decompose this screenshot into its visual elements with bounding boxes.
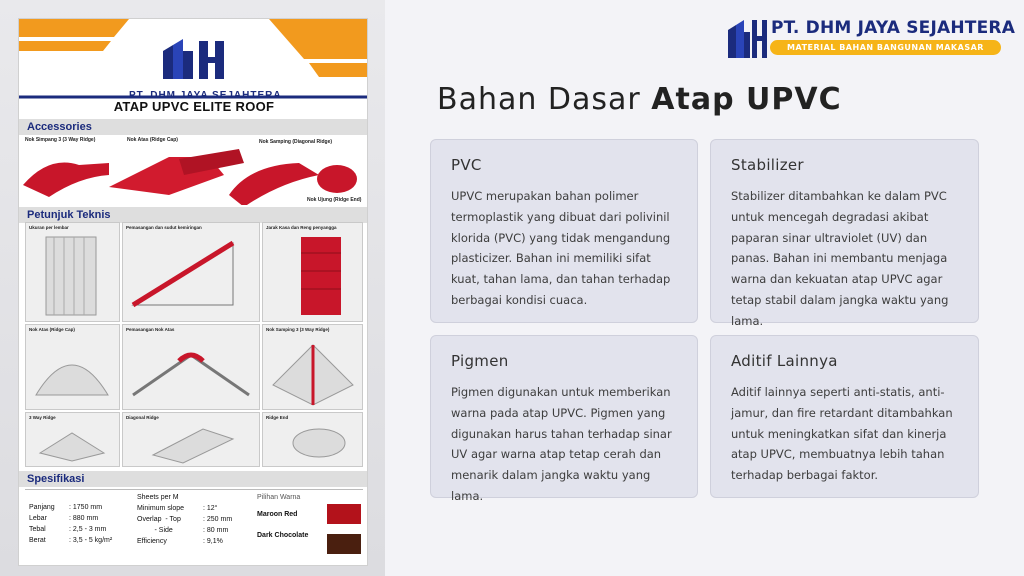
card-heading: Stabilizer — [731, 156, 804, 174]
card-heading: Pigmen — [451, 352, 509, 370]
title-emphasis: Atap UPVC — [651, 82, 842, 117]
spec-table — [25, 489, 363, 563]
card-pvc — [430, 139, 698, 323]
accessory-label: Nok Ujung (Ridge End) — [307, 197, 362, 203]
accessory-label: Nok Samping (Diagonal Ridge) — [259, 139, 333, 145]
dh-logo-icon — [726, 16, 768, 60]
color-options: Pilihan Warna Maroon Red Dark Chocolate — [257, 494, 309, 539]
diagram-panel: 3 Way Ridge — [25, 412, 120, 467]
diagram-panel: Diagonal Ridge — [122, 412, 260, 467]
diagram-panel: Nok Samping 3 (3 Way Ridge) — [262, 324, 363, 410]
brochure-company-name: PT. DHM JAYA SEJAHTERA — [129, 90, 282, 101]
accessory-label: Nok Simpang 3 (3 Way Ridge) — [25, 137, 96, 143]
product-brochure-image — [18, 18, 368, 566]
card-body: Stabilizer ditambahkan ke dalam PVC untuk mencegah degradasi akibat paparan sinar ultraviolet (UV) dan panas. Bahan ini membantu menjaga warna dan kekuatan atap UPVC agar tetap stabil dalam jangka waktu yang lama. — [731, 189, 949, 328]
diagram-panel: Pemasangan dan sudut kemiringan — [122, 222, 260, 322]
accessory-label: Nok Atas (Ridge Cap) — [127, 137, 178, 143]
company-tagline: MATERIAL BAHAN BANGUNAN MAKASAR — [770, 40, 1001, 55]
diagram-panel: Ridge End — [262, 412, 363, 467]
card-body: Pigmen digunakan untuk memberikan warna pada atap UPVC. Pigmen yang digunakan harus tahan terhadap sinar UV agar warna atap tetap cerah dan menarik dalam jangka waktu yang lama. — [451, 385, 672, 503]
card-body: Aditif lainnya seperti anti-statis, anti-jamur, dan fire retardant ditambahkan untuk meningkatkan sifat dan kinerja atap UPVC, membuatnya lebih tahan terhadap berbagai faktor. — [731, 385, 953, 483]
dimension-specs: Panjang : 1750 mm Lebar : 880 mm Tebal : 2,5 - 3 mm Berat : 3,5 - 5 kg/m² — [29, 504, 113, 544]
card-pigmen — [430, 335, 698, 503]
sheet-specs: Sheets per M Minimum slope : 12° Overlap - Top : 250 mm - Side : 80 mm Efficiency : 9,1% — [137, 494, 233, 545]
petunjuk-teknis-heading: Petunjuk Teknis — [19, 207, 368, 223]
card-body: UPVC merupakan bahan polimer termoplastik yang dibuat dari polivinil klorida (PVC) yang tidak mengandung plasticizer. Bahan ini memiliki sifat kuat, tahan lama, dan tahan terhadap berbagai kondisi cuaca. — [451, 189, 671, 307]
spesifikasi-heading: Spesifikasi — [19, 471, 368, 487]
diagram-panel: Pemasangan Nok Atas — [122, 324, 260, 410]
diagram-panel: Jarak Kasa dan Reng penyangga — [262, 222, 363, 322]
brand-header — [726, 16, 1016, 60]
maroon-red-swatch — [327, 504, 361, 524]
diagram-panel: Nok Atas (Ridge Cap) — [25, 324, 120, 410]
card-aditif-lainnya — [710, 335, 979, 498]
page-title — [437, 82, 842, 117]
brochure-title: ATAP UPVC ELITE ROOF — [113, 99, 275, 114]
card-stabilizer — [710, 139, 979, 328]
accessories-gallery — [19, 135, 368, 205]
accessories-heading: Accessories — [19, 119, 368, 135]
ridge-pieces-illustration — [19, 135, 368, 205]
company-name: PT. DHM JAYA SEJAHTERA — [771, 18, 1016, 38]
title-prefix: Bahan Dasar — [437, 82, 641, 117]
brochure-logo — [129, 37, 282, 101]
diagram-panel: Ukuran per lembar — [25, 222, 120, 322]
technical-diagram-grid — [25, 222, 363, 467]
dark-chocolate-swatch — [327, 534, 361, 554]
card-heading: Aditif Lainnya — [731, 352, 838, 370]
card-heading: PVC — [451, 156, 482, 174]
dh-logo-icon — [159, 37, 229, 83]
